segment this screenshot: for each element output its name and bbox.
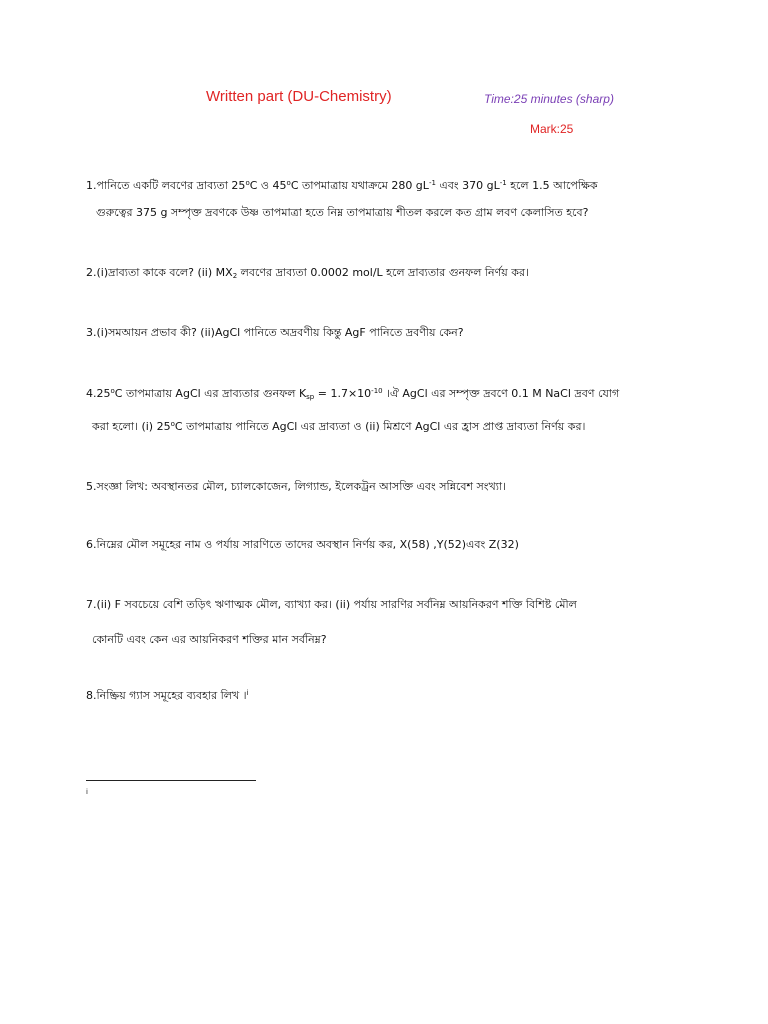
question-7-line-2: কোনটি এবং কেন এর আয়নিকরণ শক্তির মান সর্বনিম্ন? [92, 633, 327, 646]
question-1-line-1: 1.পানিতে একটি লবণের দ্রাব্যতা 25$^o$C ও 45$^o$C তাপমাত্রায় যথাক্রমে 280 $gL^{-1}$ এবং 370 $gL^{-1}$ হলে 1.5 আপেক্ষিক [86, 179, 598, 192]
question-5: 5.সংজ্ঞা লিখ: অবস্থানতর মৌল, চ্যালকোজেন, লিগ্যান্ড, ইলেকট্রন আসক্তি এবং সন্নিবেশ সংখ্যা। [86, 480, 507, 493]
question-4-line-2: করা হলো। (i) 25$^o$C তাপমাত্রায় পানিতে AgCl এর দ্রাব্যতা ও (ii) মিশ্রণে AgCl এর হ্রাস প্রাপ্ত দ্রাব্যতা নির্ণয় কর। [92, 420, 586, 433]
question-3: 3.(i)সমআয়ন প্রভাব কী? (ii)AgCl পানিতে অদ্রবণীয় কিন্তু AgF পানিতে দ্রবণীয় কেন? [86, 326, 464, 339]
question-7-line-1: 7.(ii) F সবচেয়ে বেশি তড়িৎ ঋণাত্মক মৌল, ব্যাখ্যা কর। (ii) পর্যায় সারণির সর্বনিম্ন আয়নিকরণ শক্তি বিশিষ্ট মৌল [86, 598, 577, 611]
question-8: 8.নিষ্ক্রিয় গ্যাস সমূহের ব্যবহার লিখ ।$^i$ [86, 689, 249, 702]
footnote-marker: i [86, 788, 88, 796]
page-title: Written part (DU-Chemistry) [206, 88, 392, 105]
footnote-divider [86, 780, 256, 781]
question-4-line-1: 4.25$^o$C তাপমাত্রায় AgCl এর দ্রাব্যতার গুনফল $K_{sp} = 1.7\times 10^{-10}$ ।ঐ AgCl এর সম্পৃক্ত দ্রবণে 0.1 M NaCl দ্রবণ যোগ [86, 387, 620, 401]
question-2: 2.(i)দ্রাব্যতা কাকে বলে? (ii) $MX_2$ লবণের দ্রাব্যতা 0.0002 mol/L হলে দ্রাব্যতার গুনফল নির্ণয় কর। [86, 266, 529, 280]
question-1-line-2: গুরুত্বের 375 g সম্পৃক্ত দ্রবণকে উষ্ণ তাপমাত্রা হতে নিম্ন তাপমাত্রায় শীতল করলে কত গ্রাম লবণ কেলাসিত হবে? [96, 206, 589, 219]
time-label: Time:25 minutes (sharp) [484, 92, 614, 106]
mark-label: Mark:25 [530, 122, 574, 136]
footnote-reference[interactable]: i [246, 689, 249, 697]
question-6: 6.নিম্নের মৌল সমূহের নাম ও পর্যায় সারণিতে তাদের অবস্থান নির্ণয় কর, X(58) ,Y(52)এবং Z(32) [86, 538, 519, 551]
